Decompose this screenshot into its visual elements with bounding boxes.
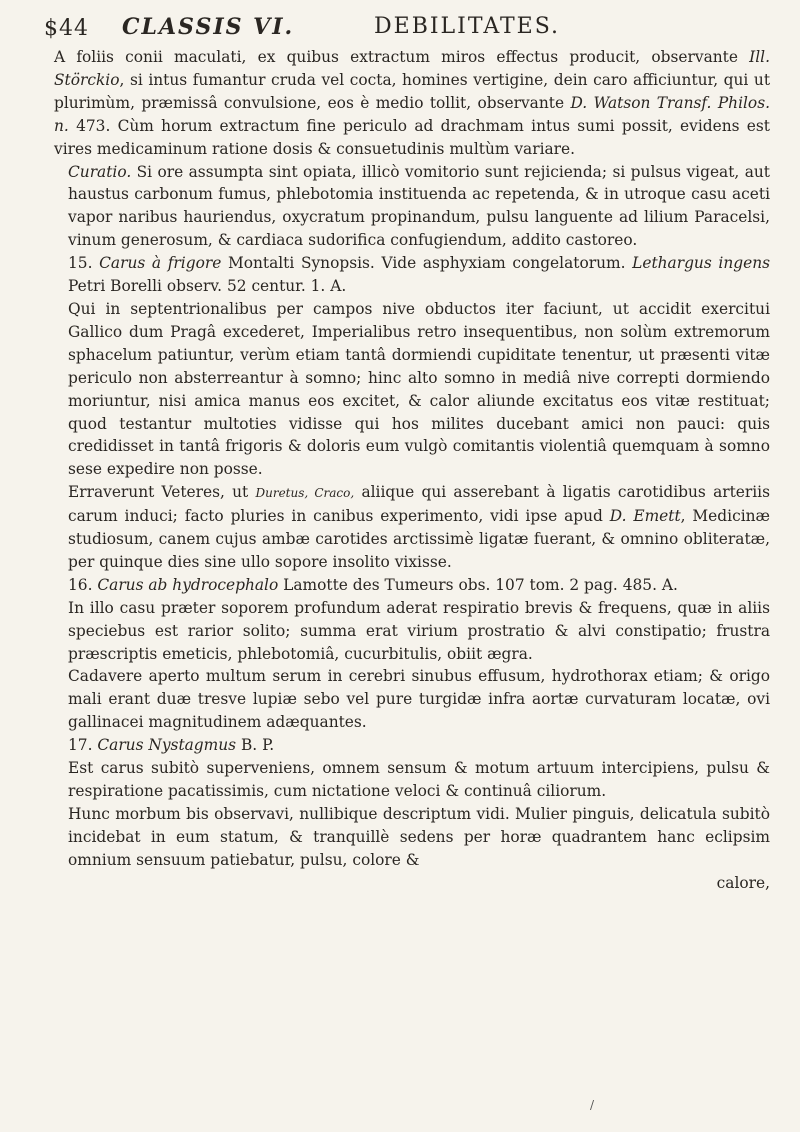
class-title: CLASSIS VI.	[122, 14, 295, 40]
paragraph-p4	[54, 298, 770, 481]
text-run: Si ore assumpta sint opiata, illicò vomitorio sunt rejicienda; si pulsus vigeat, aut haustus carbonum fumus, phlebotomia instituenda ac repetenda, & in utroque casu aceti vapor naribus hauriendus, oxycratum propinandum, pulsu languente ad lilium Paracelsi, vinum generosum, & cardiaca sudorifica confugiendum, addito castoreo.	[68, 162, 770, 250]
catchword: calore,	[716, 873, 770, 892]
text-run: D. Watson Transf. Philos. n.	[54, 93, 770, 135]
paragraph-p11	[54, 803, 770, 872]
text-run: Lethargus ingens	[632, 254, 771, 273]
paragraph-p5	[54, 481, 770, 574]
paragraph-p9	[54, 734, 770, 757]
text-run: 15.	[68, 254, 100, 273]
running-header	[44, 14, 760, 44]
text-run: Petri Borelli observ. 52 centur. 1. A.	[68, 277, 347, 296]
text-run: Cadavere aperto multum serum in cerebri sinubus effusum, hydrothorax etiam; & origo mali erant duæ tresve lupiæ sebo vel pure turgidæ infra aortæ curvaturam locatæ, ovi gallinacei magnitudinem adæquantes.	[68, 667, 770, 732]
text-run: D. Emett	[609, 507, 681, 526]
text-run: Montalti Synopsis. Vide asphyxiam congelatorum.	[221, 254, 633, 273]
text-run: Est carus subitò superveniens, omnem sensum & motum artuum intercipiens, pulsu & respiratione pacatissimis, cum nictatione veloci & continuâ ciliorum.	[68, 759, 770, 800]
ink-mark: /	[590, 1098, 595, 1112]
paragraph-p3	[54, 252, 770, 298]
paragraph-p7	[54, 597, 770, 666]
text-run: 17.	[68, 736, 98, 755]
text-run: In illo casu præter soporem profundum aderat respiratio brevis & frequens, quæ in aliis speciebus est rarior solito; summa erat virium prostratio & alvi constipatio; frustra præscriptis emeticis, phlebotomiâ, cucurbitulis, obiit ægra.	[68, 598, 770, 663]
body-text	[54, 46, 770, 895]
text-run: aliique qui asserebant à ligatis carotidibus arteriis carum induci; facto pluries in canibus experimento, vidi ipse apud	[68, 483, 770, 526]
paragraph-p10	[54, 757, 770, 803]
text-run: Qui in septentrionalibus per campos nive obductos iter faciunt, ut accidit exercitui Gallico dum Pragâ excederet, Imperialibus retro insequentibus, non solùm extremorum sphacelum patiuntur, verùm etiam tantâ dormiendi cupiditate tenentur, ut præsenti vitæ periculo non absterreantur à somno; hinc alto somno in mediâ nive correpti dormiendo moriuntur, nisi amica manus eos excitet, & calor aliunde excitatus eos vitæ restituat; quod testantur multoties vidisse qui hos milites ducebant amici non pauci: quis credidisset in tantâ frigoris & doloris eum vulgò comitantis violentiâ quemquam à somno sese expedire non posse.	[68, 299, 770, 479]
paragraph-p8	[54, 665, 770, 734]
paragraph-p2	[54, 161, 770, 253]
text-run: Lamotte des Tumeurs obs. 107 tom. 2 pag. 485. A.	[278, 575, 678, 594]
text-run: , si intus fumantur cruda vel cocta, homines vertigine, dein caro afficiuntur, qui ut plurimùm, præmissâ convulsione, eos è medio tollit, observante	[54, 70, 770, 112]
section-title: DEBILITATES.	[374, 14, 561, 39]
page-number: $44	[44, 16, 89, 41]
text-run: B. P.	[236, 736, 275, 755]
text-run: A foliis conii maculati, ex quibus extractum miros effectus producit, observante	[54, 48, 750, 66]
text-run: 16.	[68, 575, 98, 594]
text-run: 473. Cùm horum extractum fine periculo ad drachmam intus sumi possit, evidens est vires medicaminum ratione dosis & consuetudinis multùm variare.	[54, 116, 770, 158]
text-run: Hunc morbum bis observavi, nullibique descriptum vidi. Mulier pinguis, delicatula subitò incidebat in eum statum, & tranquillè sedens per horæ quadrantem hanc eclipsim omnium sensuum patiebatur, pulsu, colore &	[68, 804, 770, 869]
text-run: Erraverunt Veteres, ut	[68, 483, 256, 502]
text-run: Duretus, Craco,	[255, 486, 355, 501]
text-run: Carus ab hydrocephalo	[97, 575, 279, 594]
text-run: , Medicinæ studiosum, canem cujus ambæ carotides arctissimè ligatæ fuerant, & omnino obliteratæ, per quinque dies sine ullo sopore insolito vixisse.	[68, 507, 770, 571]
text-run: Carus à frigore	[99, 254, 222, 273]
text-run: Curatio.	[68, 162, 132, 181]
text-run: Ill. Störckio	[54, 48, 770, 89]
text-run: Carus Nystagmus	[97, 736, 237, 755]
paragraph-p1	[54, 46, 770, 161]
paragraph-p6	[54, 574, 770, 597]
